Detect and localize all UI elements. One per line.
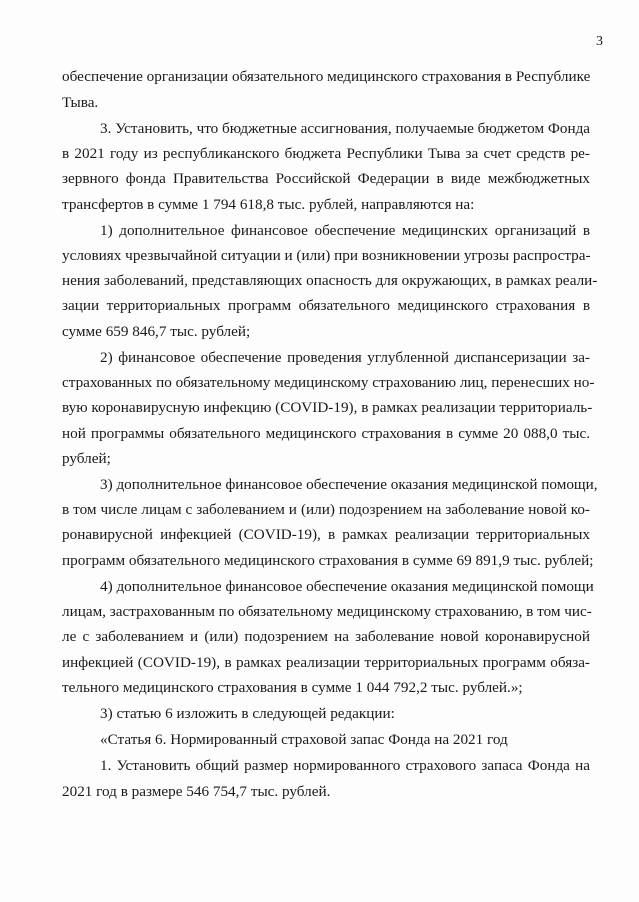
text-line: нения заболеваний, представляющих опасность для окружающих, в рамках реали- (62, 272, 598, 289)
text-line: 1) дополнительное финансовое обеспечение медицинских организаций в (100, 222, 590, 239)
text-line: инфекцией (COVID-19), в рамках реализации территориальных программ обяза- (62, 654, 590, 671)
text-line: зации территориальных программ обязательного медицинского страхования в (62, 297, 590, 314)
text-line: в 2021 году из республиканского бюджета Республики Тыва за счет средств ре- (62, 145, 590, 162)
text-line: 1. Установить общий размер нормированного страхового запаса Фонда на (100, 757, 590, 774)
text-line: вую коронавирусную инфекцию (COVID-19), в рамках реализации территориаль- (62, 399, 593, 416)
text-line: 4) дополнительное финансовое обеспечение оказания медицинской помощи (100, 578, 594, 595)
text-line: Тыва. (62, 94, 99, 111)
text-line: условиях чрезвычайной ситуации и (или) при возникновении угрозы распростра- (62, 247, 591, 264)
text-line: ронавирусной инфекцией (COVID-19), в рамках реализации территориальных (62, 526, 590, 543)
text-line: 3) статью 6 изложить в следующей редакции: (100, 705, 395, 722)
text-line: 2) финансовое обеспечение проведения углубленной диспансеризации за- (100, 349, 590, 366)
text-line: 2021 год в размере 546 754,7 тыс. рублей. (62, 783, 331, 800)
text-line: тельного медицинского страхования в сумме 1 044 792,2 тыс. рублей.»; (62, 679, 523, 696)
text-line: в том числе лицам с заболеванием и (или) подозрением на заболевание новой ко- (62, 501, 590, 518)
text-line: программ обязательного медицинского страхования в сумме 69 891,9 тыс. рублей; (62, 552, 594, 569)
text-line: лицам, застрахованным по обязательному медицинскому страхованию, в том чис- (62, 603, 592, 620)
text-line: страхованных по обязательному медицинскому страхованию лиц, перенесших но- (62, 374, 595, 391)
text-line: сумме 659 846,7 тыс. рублей; (62, 323, 251, 340)
text-line: 3) дополнительное финансовое обеспечение оказания медицинской помощи, (100, 476, 598, 493)
text-line: обеспечение организации обязательного медицинского страхования в Республике (62, 68, 591, 85)
text-line: ле с заболеванием и (или) подозрением на заболевание новой коронавирусной (62, 628, 590, 645)
text-line: трансфертов в сумме 1 794 618,8 тыс. рублей, направляются на: (62, 196, 475, 213)
page-number: 3 (596, 34, 603, 49)
text-line: ной программы обязательного медицинского страхования в сумме 20 088,0 тыс. (62, 425, 590, 442)
text-line: 3. Установить, что бюджетные ассигнования, получаемые бюджетом Фонда (100, 120, 591, 137)
text-line: «Статья 6. Нормированный страховой запас Фонда на 2021 год (100, 731, 508, 748)
text-line: рублей; (62, 450, 111, 467)
text-line: зервного фонда Правительства Российской Федерации в виде межбюджетных (62, 170, 590, 187)
